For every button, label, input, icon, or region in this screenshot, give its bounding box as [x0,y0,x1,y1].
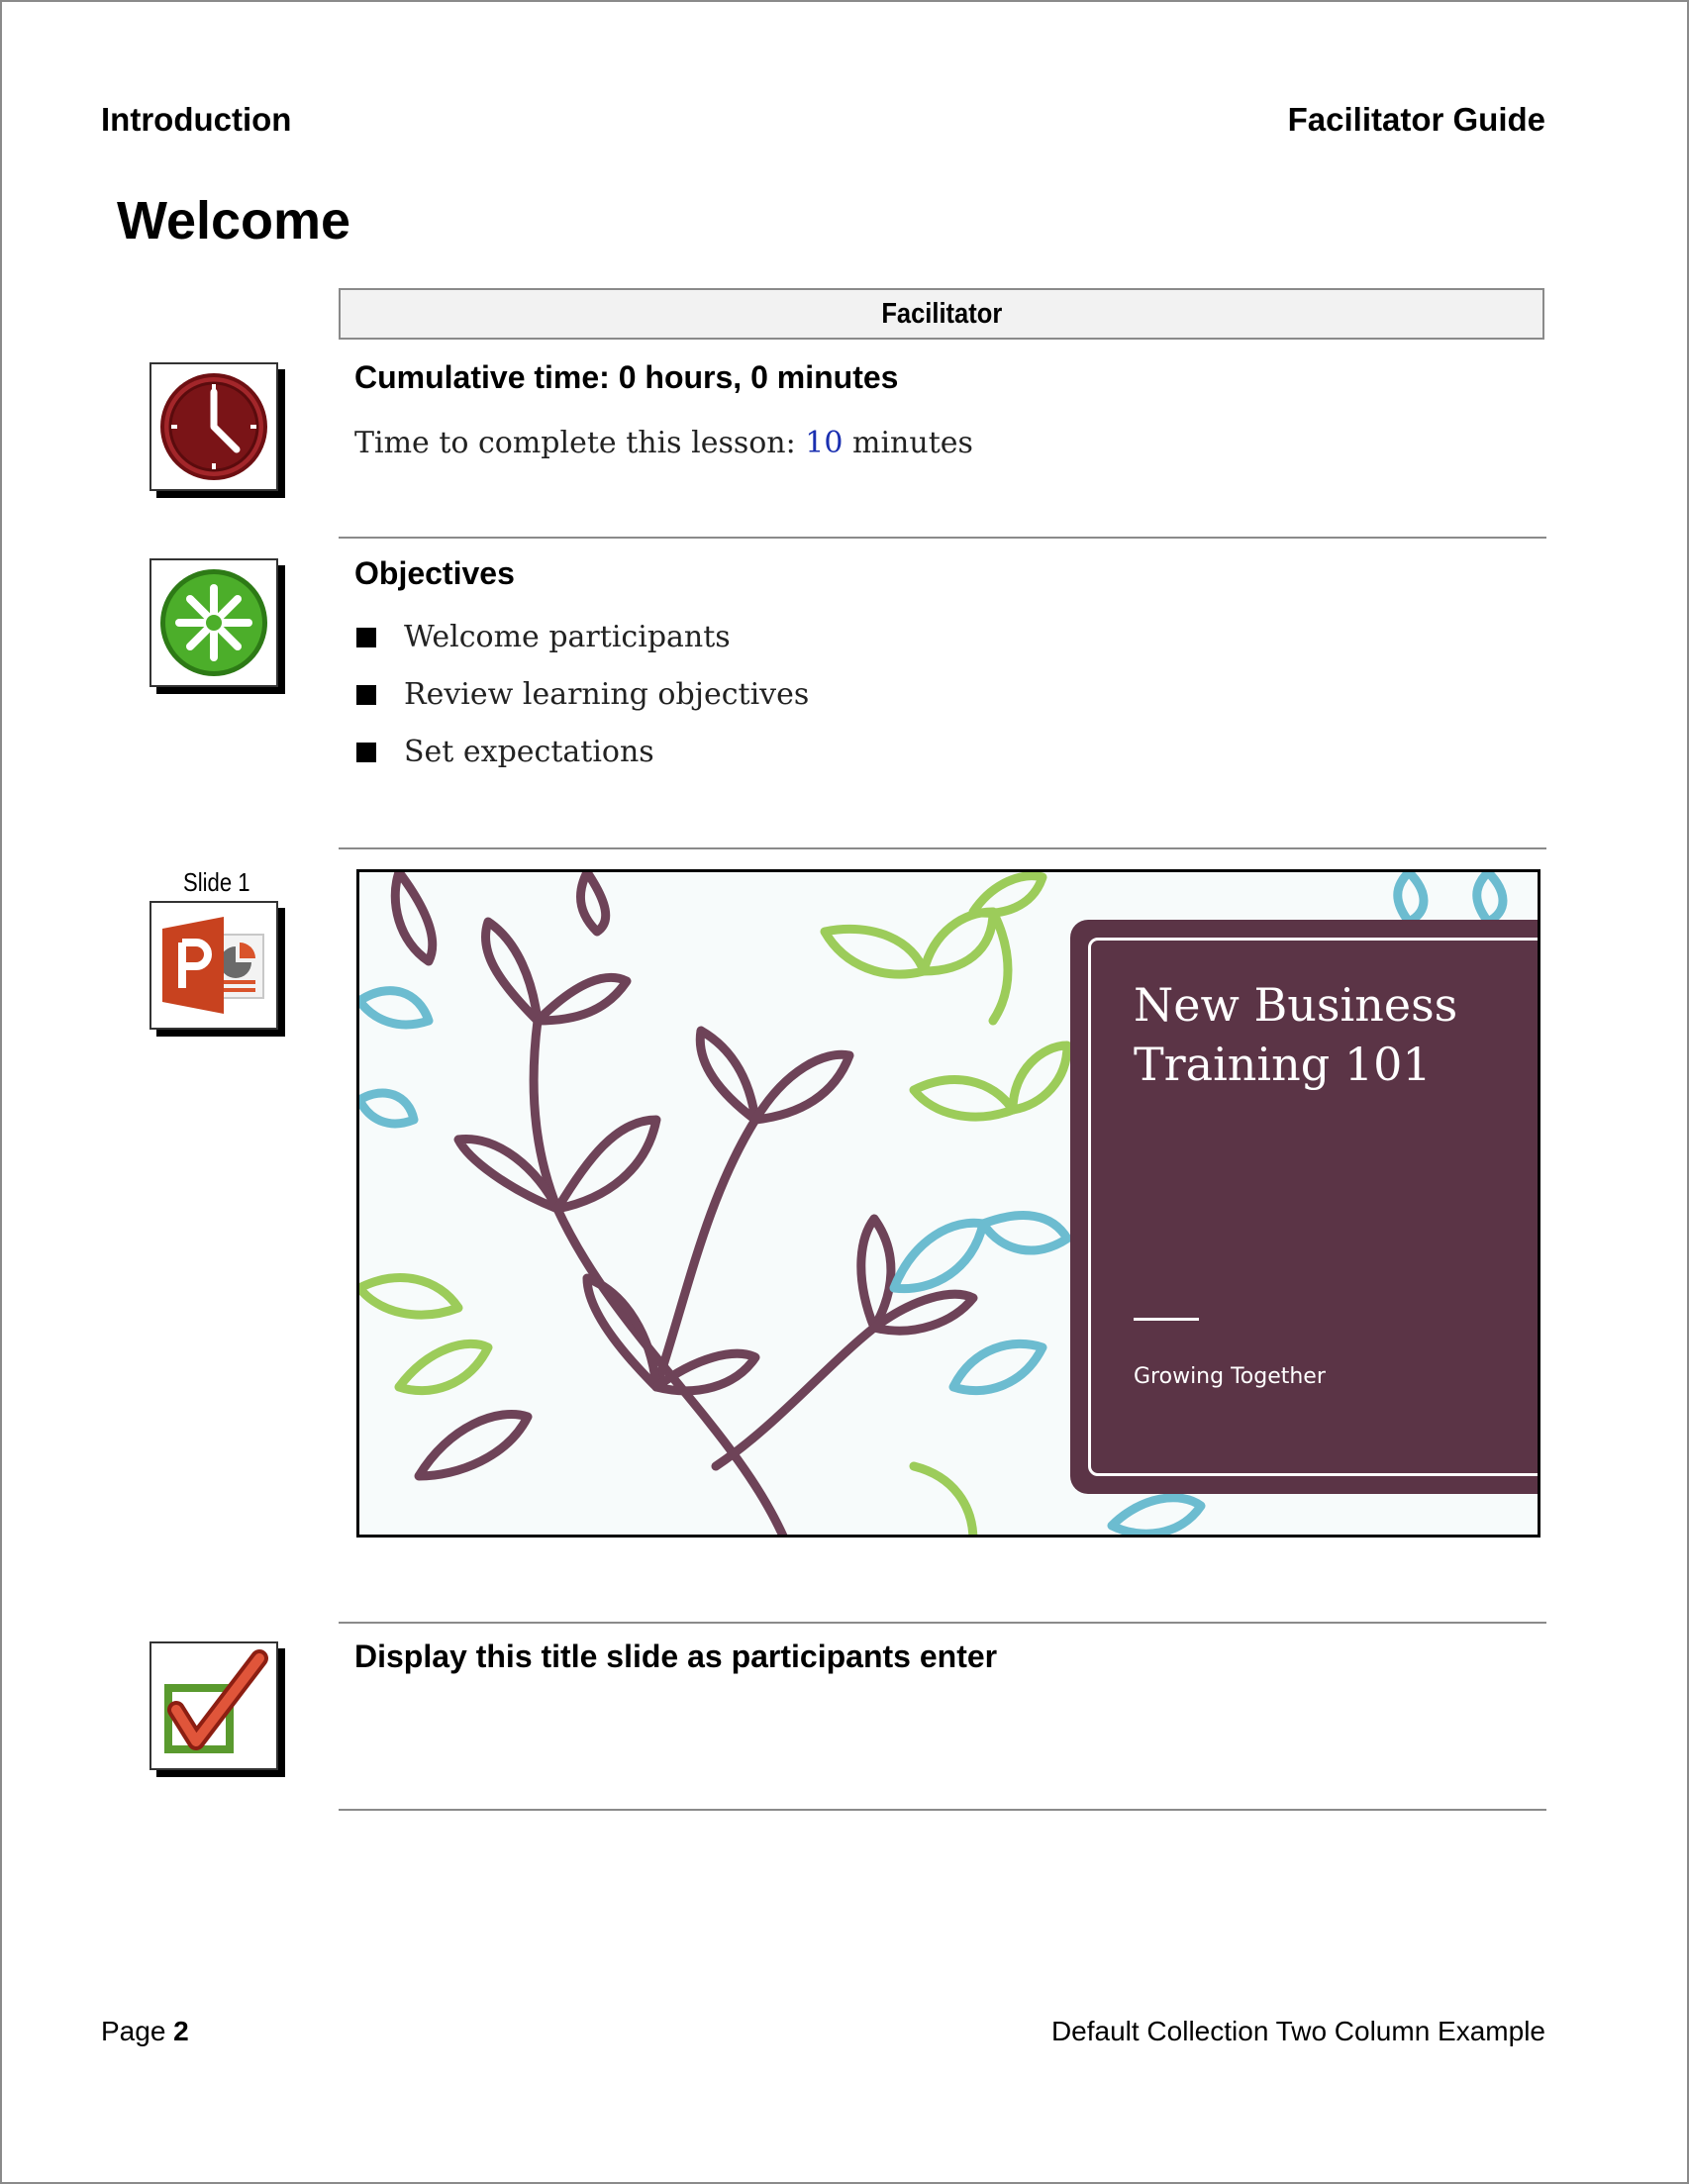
checkmark-icon-box [149,1641,278,1770]
slide-title-rule [1134,1318,1199,1321]
objective-text: Set expectations [404,735,654,769]
column-header-label: Facilitator [881,297,1002,330]
powerpoint-icon [156,911,271,1020]
checkmark-icon [156,1648,271,1763]
time-minutes-value: 10 [805,426,844,460]
instruction-text: Display this title slide as participants enter [354,1638,998,1674]
header-document-title: Facilitator Guide [1287,101,1545,138]
time-to-complete [354,426,973,460]
powerpoint-icon-box [149,901,278,1030]
objectives-icon-box [149,558,278,687]
page-title: Welcome [117,191,351,250]
time-prefix: Time to complete this lesson: [354,426,806,460]
list-item [356,620,731,654]
objective-text: Review learning objectives [404,677,810,712]
header-section-title: Introduction [101,101,292,138]
footer-page-number: 2 [173,2016,189,2046]
objective-text: Welcome participants [404,620,731,654]
slide-label [183,867,262,898]
objectives-heading: Objectives [354,555,515,591]
footer-page-label: Page [101,2016,174,2046]
bullet [356,685,376,705]
slide-thumbnail [356,869,1540,1538]
slide-subtitle: Growing Together [1134,1364,1326,1389]
divider [339,1622,1546,1624]
slide-title: New Business Training 101 [1134,978,1458,1091]
footer-page [101,2016,189,2047]
divider [339,847,1546,849]
footer-collection-name: Default Collection Two Column Example [1050,2016,1545,2046]
bullet [356,743,376,762]
divider [339,1809,1546,1811]
objectives-icon [157,566,270,679]
clock-icon [157,370,270,483]
column-header [339,288,1544,340]
list-item [356,677,809,712]
list-item [356,735,654,769]
bullet [356,628,376,647]
clock-icon-box [149,362,278,491]
time-suffix: minutes [843,426,973,460]
divider [339,537,1546,539]
cumulative-time-heading: Cumulative time: 0 hours, 0 minutes [354,359,899,395]
slide-label-text: Slide 1 [183,867,250,897]
